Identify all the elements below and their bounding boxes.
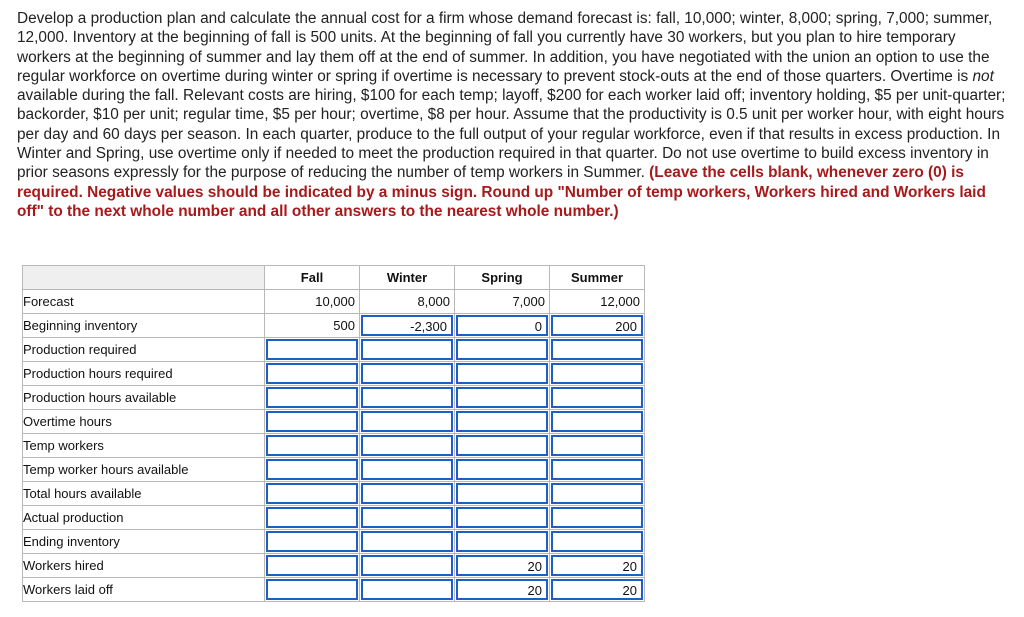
table-row (23, 530, 645, 554)
forecast-summer: 12,000 (550, 290, 645, 314)
begin-inv-spring-input[interactable]: 0 (455, 314, 550, 338)
overtime-hours-winter-input[interactable] (360, 410, 455, 434)
header-blank (23, 266, 265, 290)
total-hours-spring-input[interactable] (455, 482, 550, 506)
forecast-fall: 10,000 (265, 290, 360, 314)
temp-workers-fall-input[interactable] (265, 434, 360, 458)
workers-hired-winter-input[interactable] (360, 554, 455, 578)
prod-required-spring-input[interactable] (455, 338, 550, 362)
row-label: Production hours required (23, 362, 265, 386)
row-label: Beginning inventory (23, 314, 265, 338)
table-row (23, 506, 645, 530)
question-part-1: Develop a production plan and calculate the annual cost for a firm whose demand forecast is: fall, 10,000; winter, 8,000; spring, 7,000; summer, 12,000. Inventory at the beginning of fall is 500 units. At the beginning of fall you currently have 30 workers, but you plan to hire temporary workers at the beginning of summer and lay them off at the end of summer. In addition, you have negotiated with the union an option to use the regular workforce on overtime during winter or spring if overtime is necessary to prevent stock-outs at the end of those quarters. Overtime is (17, 10, 993, 85)
table-row (23, 434, 645, 458)
overtime-hours-summer-input[interactable] (550, 410, 645, 434)
workers-hired-summer-input[interactable]: 20 (550, 554, 645, 578)
temp-workers-spring-input[interactable] (455, 434, 550, 458)
workers-laid-off-spring-input[interactable]: 20 (455, 578, 550, 602)
workers-hired-fall-input[interactable] (265, 554, 360, 578)
header-fall: Fall (265, 266, 360, 290)
workers-laid-off-summer-input[interactable]: 20 (550, 578, 645, 602)
table-row (23, 458, 645, 482)
begin-inv-summer-input[interactable]: 200 (550, 314, 645, 338)
ending-inventory-winter-input[interactable] (360, 530, 455, 554)
row-label: Production hours available (23, 386, 265, 410)
actual-production-summer-input[interactable] (550, 506, 645, 530)
forecast-spring: 7,000 (455, 290, 550, 314)
prod-required-fall-input[interactable] (265, 338, 360, 362)
temp-hours-spring-input[interactable] (455, 458, 550, 482)
row-label: Temp worker hours available (23, 458, 265, 482)
table-row (23, 314, 645, 338)
ending-inventory-spring-input[interactable] (455, 530, 550, 554)
actual-production-spring-input[interactable] (455, 506, 550, 530)
temp-workers-winter-input[interactable] (360, 434, 455, 458)
prod-required-summer-input[interactable] (550, 338, 645, 362)
actual-production-winter-input[interactable] (360, 506, 455, 530)
row-label: Workers hired (23, 554, 265, 578)
table-row (23, 482, 645, 506)
table-row (23, 410, 645, 434)
row-label: Workers laid off (23, 578, 265, 602)
prod-hours-available-fall-input[interactable] (265, 386, 360, 410)
ending-inventory-summer-input[interactable] (550, 530, 645, 554)
prod-hours-required-fall-input[interactable] (265, 362, 360, 386)
row-label: Production required (23, 338, 265, 362)
temp-hours-summer-input[interactable] (550, 458, 645, 482)
table-row (23, 554, 645, 578)
question-text (17, 9, 1007, 221)
question-part-2: available during the fall. Relevant costs are hiring, $100 for each temp; layoff, $200 for each worker laid off; inventory holding, $5 per unit-quarter; backorder, $10 per unit; regular time, $5 per hour; overtime, $8 per hour. Assume that the productivity is 0.5 unit per worker hour, with eight hours per day and 60 days per season. In each quarter, produce to the full output of your regular workforce, even if that results in excess production. In Winter and Spring, use overtime only if needed to meet the production required in that quarter. Do not use overtime to build excess inventory in prior seasons expressly for the purpose of reducing the number of temp workers in Summer. (17, 87, 1006, 182)
table-row (23, 386, 645, 410)
forecast-winter: 8,000 (360, 290, 455, 314)
row-label: Overtime hours (23, 410, 265, 434)
workers-laid-off-fall-input[interactable] (265, 578, 360, 602)
header-spring: Spring (455, 266, 550, 290)
workers-laid-off-winter-input[interactable] (360, 578, 455, 602)
overtime-hours-spring-input[interactable] (455, 410, 550, 434)
prod-hours-available-summer-input[interactable] (550, 386, 645, 410)
instruction-text: (Leave the cells blank, whenever zero (0) is required. Negative values should be indicated by a minus sign. Round up "Number of temp workers, Workers hired and Workers laid off" to the next whole number and all other answers to the nearest whole number.) (17, 164, 986, 220)
total-hours-summer-input[interactable] (550, 482, 645, 506)
temp-hours-winter-input[interactable] (360, 458, 455, 482)
row-label: Actual production (23, 506, 265, 530)
row-label: Forecast (23, 290, 265, 314)
header-winter: Winter (360, 266, 455, 290)
prod-hours-available-spring-input[interactable] (455, 386, 550, 410)
overtime-hours-fall-input[interactable] (265, 410, 360, 434)
ending-inventory-fall-input[interactable] (265, 530, 360, 554)
prod-hours-required-spring-input[interactable] (455, 362, 550, 386)
header-summer: Summer (550, 266, 645, 290)
prod-hours-available-winter-input[interactable] (360, 386, 455, 410)
temp-hours-fall-input[interactable] (265, 458, 360, 482)
prod-hours-required-winter-input[interactable] (360, 362, 455, 386)
begin-inv-winter-input[interactable]: -2,300 (360, 314, 455, 338)
temp-workers-summer-input[interactable] (550, 434, 645, 458)
table-row (23, 578, 645, 602)
begin-inv-fall: 500 (265, 314, 360, 338)
row-label: Total hours available (23, 482, 265, 506)
prod-required-winter-input[interactable] (360, 338, 455, 362)
production-plan-table (22, 265, 645, 602)
total-hours-winter-input[interactable] (360, 482, 455, 506)
question-italic: not (972, 67, 994, 85)
total-hours-fall-input[interactable] (265, 482, 360, 506)
workers-hired-spring-input[interactable]: 20 (455, 554, 550, 578)
row-label: Temp workers (23, 434, 265, 458)
row-label: Ending inventory (23, 530, 265, 554)
table-row (23, 338, 645, 362)
prod-hours-required-summer-input[interactable] (550, 362, 645, 386)
table-row (23, 362, 645, 386)
actual-production-fall-input[interactable] (265, 506, 360, 530)
table-row (23, 290, 645, 314)
